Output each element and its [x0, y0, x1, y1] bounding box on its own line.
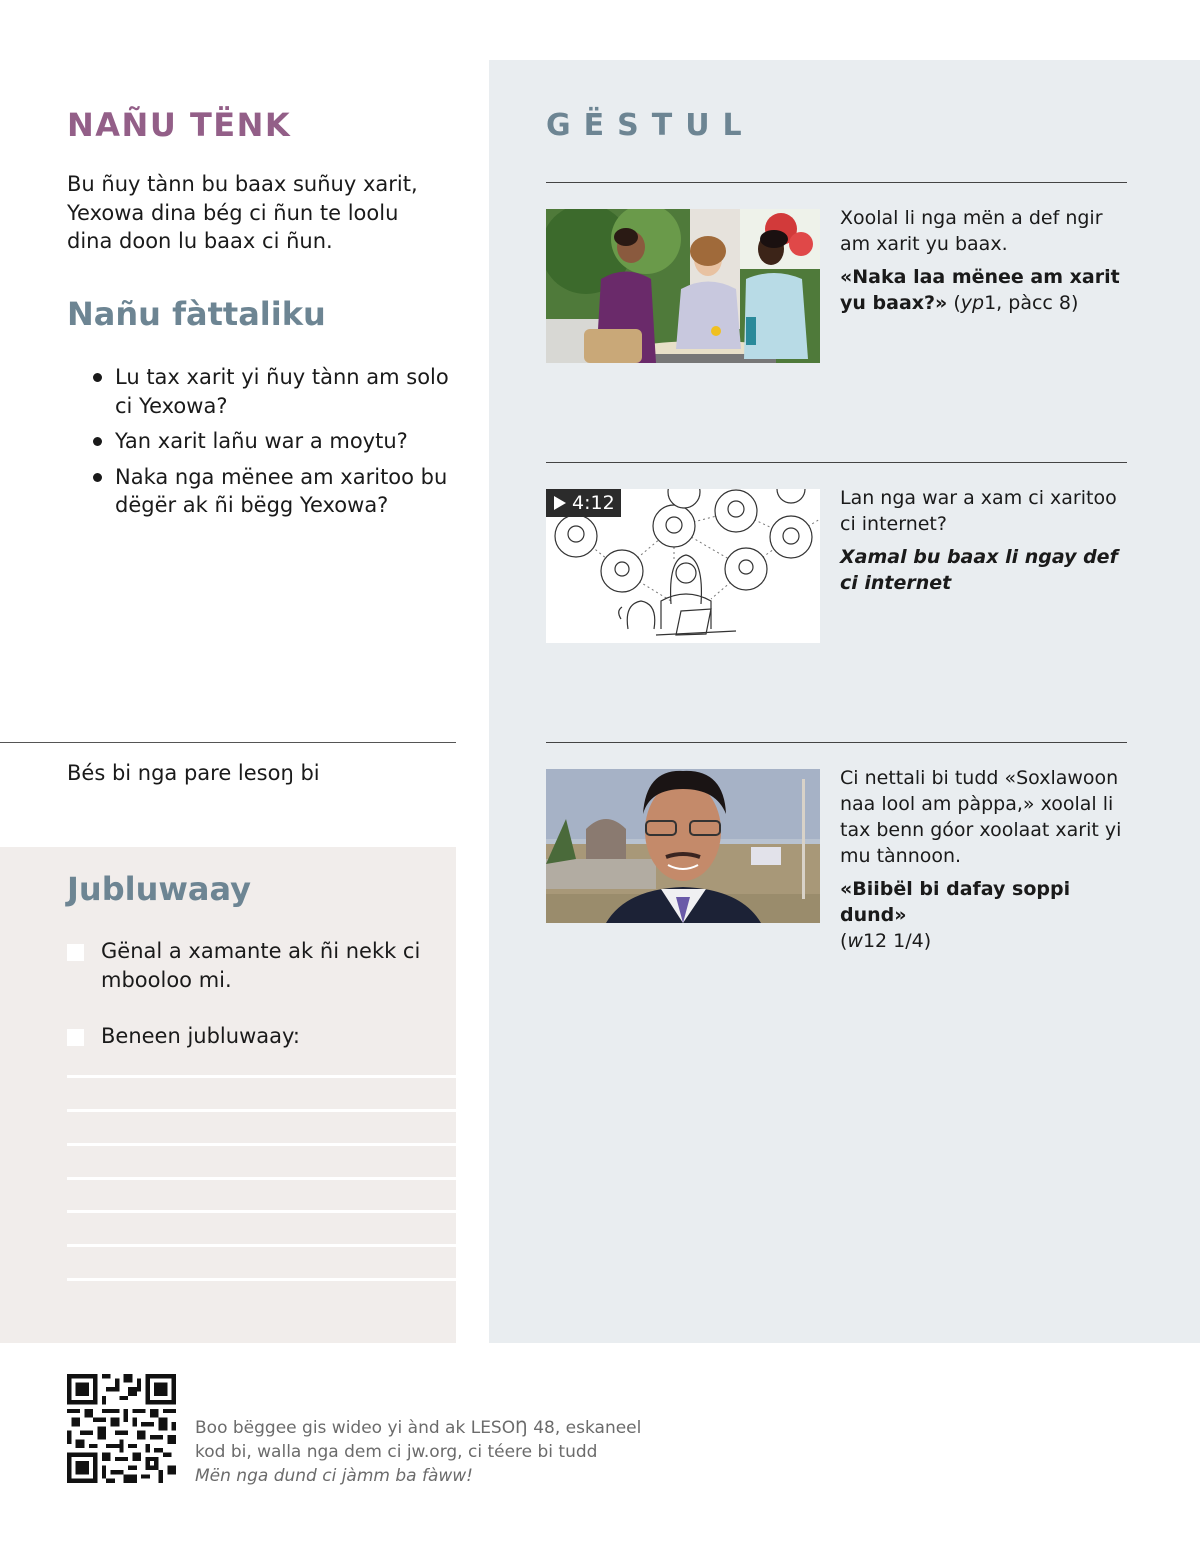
play-icon	[554, 496, 566, 510]
videos-heading: GËSTUL	[546, 108, 755, 143]
review-question: Lu tax xarit yi ñuy tànn am solo ci Yexowa?	[90, 363, 450, 420]
qr-code-graphic	[67, 1374, 176, 1483]
goals-panel	[0, 847, 456, 1343]
video-reference[interactable]: «Naka laa mënee am xarit yu baax?» (yp1, pàcc 8)	[840, 266, 1120, 314]
goal-item: Gënal a xamante ak ñi nekk ci mbooloo mi.	[67, 937, 437, 994]
friends-photo-icon	[546, 209, 820, 363]
bullet-icon	[93, 473, 102, 482]
video-info	[840, 485, 1130, 596]
video-divider	[546, 742, 1127, 743]
goal-writing-line[interactable]	[67, 1143, 456, 1146]
goal-checkbox[interactable]	[67, 1029, 84, 1046]
review-heading: Nañu fàttaliku	[67, 295, 326, 333]
goal-writing-line[interactable]	[67, 1075, 456, 1078]
video-description: Ci nettali bi tudd «Soxlawoon naa lool am pàppa,» xoolal li tax benn góor xoolaat xarit yi mu tànnoon.	[840, 767, 1122, 867]
video-divider	[546, 462, 1127, 463]
bullet-icon	[93, 437, 102, 446]
video-info	[840, 205, 1130, 316]
video-thumbnail-friends[interactable]	[546, 209, 820, 363]
page-title: NAÑU TËNK	[67, 106, 292, 144]
review-question: Yan xarit lañu war a moytu?	[90, 427, 450, 456]
video-link-title[interactable]: «Biibël bi dafay soppi dund»	[840, 878, 1071, 926]
goal-writing-line[interactable]	[67, 1244, 456, 1247]
video-thumbnail-experience[interactable]	[546, 769, 820, 923]
footer-note: Boo bëggee gis wideo yi ànd ak LESOŊ 48, eskaneel kod bi, walla nga dem ci jw.org, ci téere bi tudd Mën nga dund ci jàmm ba fàww!	[195, 1416, 665, 1488]
goal-writing-line[interactable]	[67, 1109, 456, 1112]
review-question: Naka nga mënee am xaritoo bu dëgër ak ñi bëgg Yexowa?	[90, 463, 450, 520]
notes-divider	[0, 742, 456, 743]
goal-item: Beneen jubluwaay:	[67, 1022, 437, 1051]
video-info	[840, 765, 1130, 954]
goal-writing-line[interactable]	[67, 1278, 456, 1281]
lesson-completed-date-label: Bés bi nga pare lesoŋ bi	[67, 761, 320, 785]
goal-writing-line[interactable]	[67, 1210, 456, 1213]
review-questions-list	[90, 363, 450, 527]
video-description: Lan nga war a xam ci xaritoo ci internet?	[840, 487, 1117, 535]
goal-checkbox[interactable]	[67, 944, 84, 961]
goals-heading: Jubluwaay	[67, 870, 251, 908]
video-description: Xoolal li nga mën a def ngir am xarit yu baax.	[840, 207, 1103, 255]
video-duration-badge[interactable]: 4:12	[546, 489, 621, 517]
video-reference-source: (w12 1/4)	[840, 930, 932, 952]
book-title: Mën nga dund ci jàmm ba fàww!	[195, 1466, 474, 1486]
qr-code-icon[interactable]	[67, 1374, 176, 1483]
video-link-title[interactable]: Xamal bu baax li ngay def ci internet	[840, 546, 1118, 594]
intro-paragraph: Bu ñuy tànn bu baax suñuy xarit, Yexowa dina bég ci ñun te loolu dina doon lu baax ci ñun.	[67, 172, 418, 253]
video-divider	[546, 182, 1127, 183]
video-link-title[interactable]: «Naka laa mënee am xarit yu baax?»	[840, 266, 1120, 314]
bullet-icon	[93, 373, 102, 382]
goal-writing-line[interactable]	[67, 1177, 456, 1180]
man-portrait-photo-icon	[546, 769, 820, 923]
